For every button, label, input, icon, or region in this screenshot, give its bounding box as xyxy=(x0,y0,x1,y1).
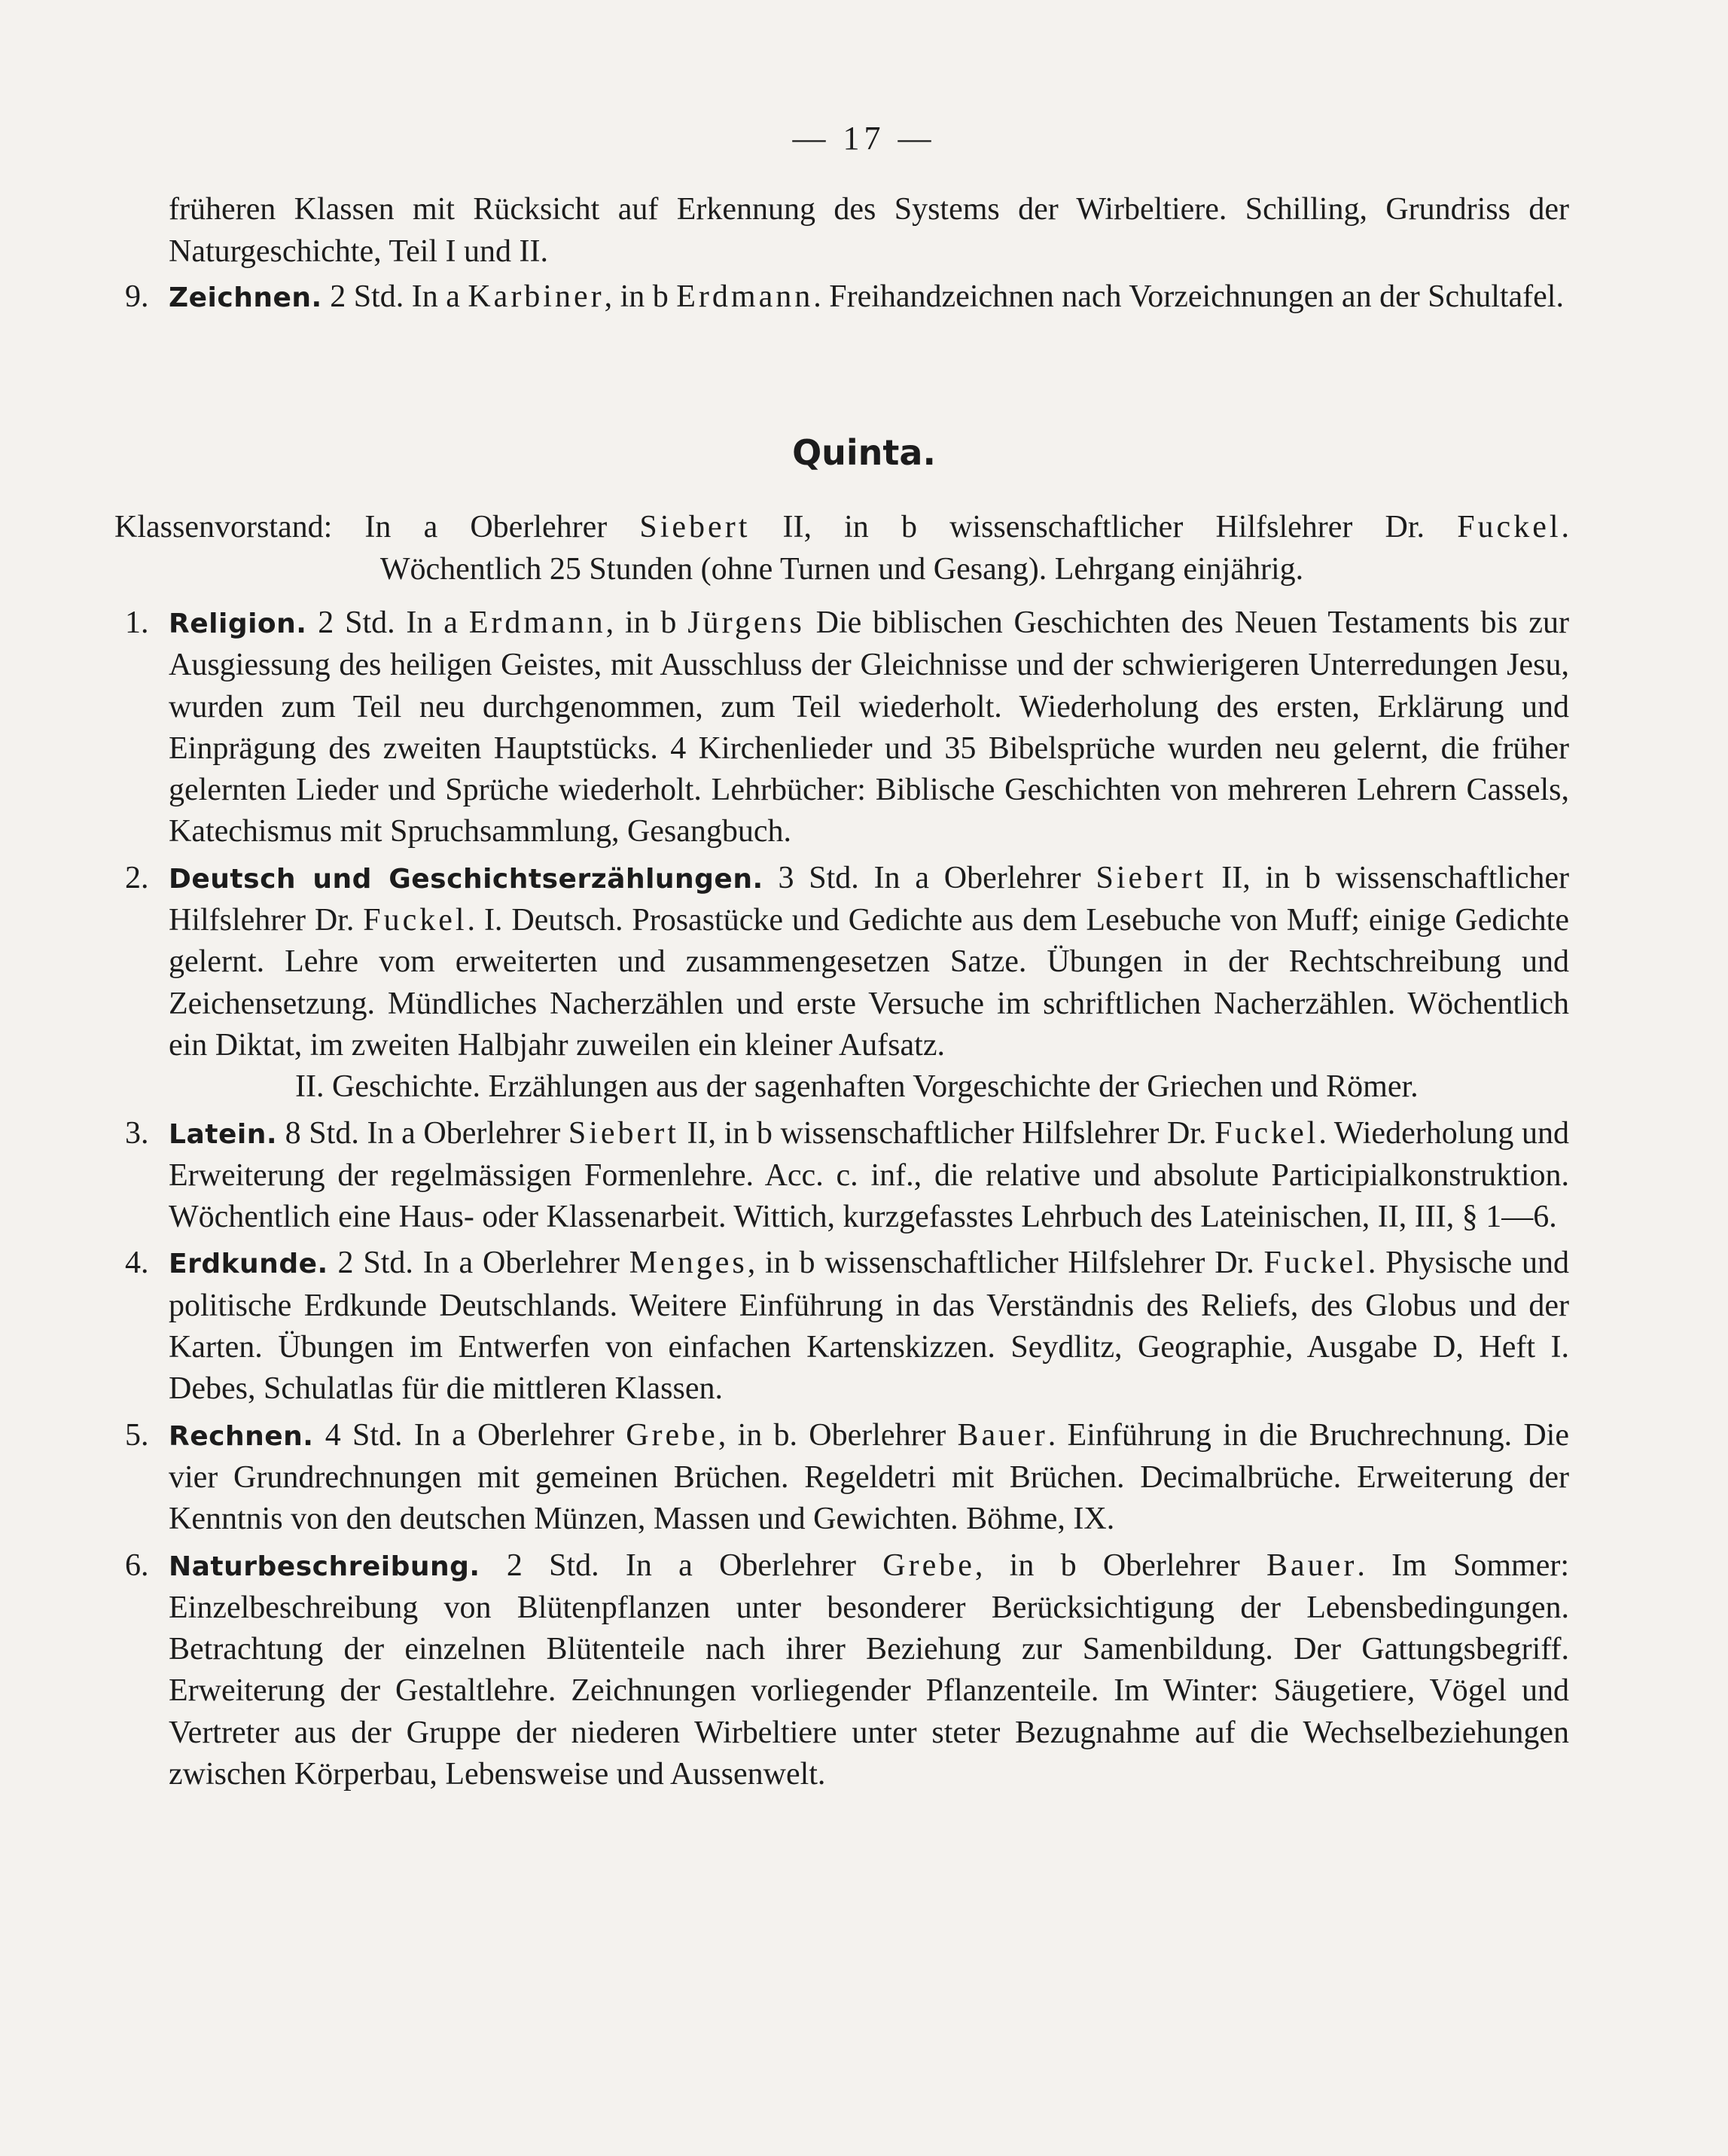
section-rechnen xyxy=(125,1415,1569,1541)
section-text: . Freihandzeichnen nach Vorzeichnungen an der Schultafel. xyxy=(813,279,1564,314)
section-hours: 3 Std. In a Oberlehrer xyxy=(778,860,1096,895)
section-text: Die biblischen Geschichten des Neuen Testaments bis zur Ausgiessung des heiligen Geistes, mit Ausschluss der Gleichnisse und der schwierigeren Unterredungen Jesu, wurden zum Teil neu durchgenommen, zum Teil wiederholt. Wiederholung des ersten, Erklärung und Einprägung des zweiten Hauptstücks. 4 Kirchenlieder und 35 Bibelsprüche wurden neu gelernt, die früher gelernten Lieder und Sprüche wiederholt. Lehrbücher: Biblische Geschichten von mehreren Lehrern Cassels, Katechismus mit Spruchsammlung, Gesangbuch. xyxy=(169,605,1569,849)
section-religion xyxy=(125,602,1569,853)
section-deutsch xyxy=(125,858,1569,1108)
teacher-name: Siebert xyxy=(568,1115,679,1151)
section-text: . Wiederholung und Erweiterung der regelmässigen Formenlehre. Acc. c. inf., die relative und absolute Participialkonstruktion. Wöchentlich eine Haus- oder Klassenarbeit. Wittich, kurzgefasstes Lehrbuch des Lateinischen, II, III, § 1—6. xyxy=(169,1115,1570,1235)
section-text: . Physische und politische Erdkunde Deutschlands. Weitere Einführung in das Verständnis des Reliefs, des Globus und der Karten. Übungen im Entwerfen von einfachen Kartenskizzen. Seydlitz, Geographie, Ausgabe D, Heft I. Debes, Schulatlas für die mittleren Klassen. xyxy=(169,1246,1570,1407)
teacher-name: Grebe xyxy=(882,1548,975,1583)
teacher-name: Fuckel xyxy=(1263,1246,1368,1281)
teacher-name: Menges xyxy=(629,1246,748,1281)
section-erdkunde xyxy=(125,1243,1570,1410)
section-connector: II, in b wissenschaftlicher Hilfslehrer Dr. xyxy=(169,860,1569,938)
section-subpart xyxy=(169,1066,1569,1108)
teacher-name: Fuckel xyxy=(1457,510,1562,544)
section-number: 3. xyxy=(125,1115,149,1151)
teacher-name: Bauer xyxy=(1266,1548,1358,1583)
section-number: 9. xyxy=(125,279,149,314)
section-text: . Einführung in die Bruchrechnung. Die vier Grundrechnungen mit gemeinen Brüchen. Regeldetri mit Brüchen. Decimalbrüche. Erweiterung der Kenntnis von den deutschen Münzen, Massen und Gewichten. Böhme, IX. xyxy=(169,1417,1569,1537)
section-heading: Erdkunde. xyxy=(169,1249,328,1280)
section-heading: Naturbeschreibung. xyxy=(169,1551,480,1582)
class-teacher-mid: II, in b wissenschaftlicher Hilfslehrer Dr. xyxy=(750,510,1458,544)
section-subpart-text: II. Geschichte. Erzählungen aus der sagenhaften Vorgeschichte der Griechen und Römer. xyxy=(295,1069,1419,1105)
section-heading: Zeichnen. xyxy=(169,282,322,313)
section-hours: 2 Std. In a xyxy=(330,279,468,314)
section-connector: , in b xyxy=(605,605,688,640)
teacher-name: Grebe xyxy=(626,1417,718,1453)
section-connector: , in b xyxy=(604,279,677,314)
section-latein xyxy=(125,1113,1570,1239)
subjects-list xyxy=(125,602,1570,1800)
section-hours: 8 Std. In a Oberlehrer xyxy=(285,1115,568,1151)
continued-paragraph: früheren Klassen mit Rücksicht auf Erkennung des Systems der Wirbeltiere. Schilling, Grundriss der Naturgeschichte, Teil I und II. xyxy=(169,192,1569,269)
teacher-name: Fuckel xyxy=(1214,1115,1319,1151)
section-hours: 4 Std. In a Oberlehrer xyxy=(325,1417,626,1453)
section-heading: Religion. xyxy=(169,608,307,639)
teacher-name: Karbiner xyxy=(468,279,605,314)
section-number: 1. xyxy=(125,605,149,640)
section-number: 5. xyxy=(125,1417,149,1453)
class-info xyxy=(114,506,1569,590)
section-hours: 2 Std. In a xyxy=(318,605,469,640)
section-hours: 2 Std. In a Oberlehrer xyxy=(337,1246,629,1281)
section-number: 4. xyxy=(125,1246,149,1281)
section-text: . Im Sommer: Einzelbeschreibung von Blütenpflanzen unter besonderer Berücksichtigung der Lebensbedingungen. Betrachtung der einzelnen Blütenteile nach ihrer Beziehung zur Samenbildung. Der Gattungsbegriff. Erweiterung der Gestaltlehre. Zeichnungen vorliegender Pflanzenteile. Im Winter: Säugetiere, Vögel und Vertreter aus der Gruppe der niederen Wirbeltiere unter steter Bezugnahme auf die Wechselbeziehungen zwischen Körperbau, Lebensweise und Aussenwelt. xyxy=(169,1548,1570,1792)
section-heading: Latein. xyxy=(169,1118,278,1150)
section-heading: Deutsch und Geschichtserzählungen. xyxy=(169,863,763,895)
section-connector: , in b. Oberlehrer xyxy=(718,1417,958,1453)
class-teacher-prefix: Klassenvorstand: In a Oberlehrer xyxy=(114,510,640,544)
teacher-name: Bauer xyxy=(957,1417,1048,1453)
teacher-name: Jürgens xyxy=(687,605,805,640)
teacher-name: Erdmann xyxy=(468,605,606,640)
section-number: 2. xyxy=(125,860,149,895)
section-heading: Rechnen. xyxy=(169,1420,314,1452)
teacher-name: Siebert xyxy=(1096,860,1207,895)
teacher-name: Fuckel xyxy=(363,903,468,938)
section-hours: 2 Std. In a Oberlehrer xyxy=(506,1548,883,1583)
weekly-hours-line: Wöchentlich 25 Stunden (ohne Turnen und Gesang). Lehrgang einjährig. xyxy=(379,552,1304,587)
section-text: . I. Deutsch. Prosastücke und Gedichte aus dem Lesebuche von Muff; einige Gedichte gelernt. Lehre vom erweiterten und zusammengesetzen Satze. Übungen in der Rechtschreibung und Zeichensetzung. Mündliches Nacherzählen und erste Versuche im schriftlichen Nacherzählen. Wöchentlich ein Diktat, im zweiten Halbjahr zuweilen ein kleiner Aufsatz. xyxy=(169,903,1569,1063)
intro-block xyxy=(125,188,1569,319)
section-zeichnen xyxy=(125,276,1569,319)
section-connector: , in b Oberlehrer xyxy=(974,1548,1267,1583)
class-teacher-line xyxy=(114,506,1569,548)
page-number: — 17 — xyxy=(792,120,936,157)
section-number: 6. xyxy=(125,1548,149,1583)
page-title: Quinta. xyxy=(792,432,936,473)
section-connector: II, in b wissenschaftlicher Hilfslehrer Dr. xyxy=(678,1115,1215,1151)
section-connector: , in b wissenschaftlicher Hilfslehrer Dr. xyxy=(747,1246,1264,1281)
teacher-name: Erdmann xyxy=(676,279,814,314)
class-teacher-end: . xyxy=(1561,510,1569,544)
section-naturbeschreibung xyxy=(125,1545,1570,1796)
teacher-name: Siebert xyxy=(639,510,751,544)
